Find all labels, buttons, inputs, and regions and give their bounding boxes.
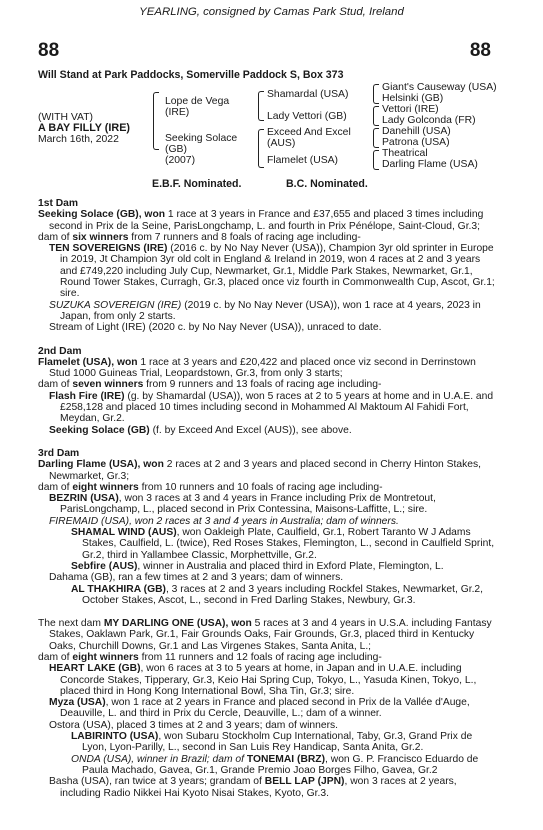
page-header: YEARLING, consigned by Camas Park Stud, Ireland <box>139 6 404 18</box>
brace-g2 <box>373 106 379 126</box>
list-item: Myza (USA), won 1 race at 2 years in France and placed second in Prix de la Vallée d'Auge, Deauville, L. and third in Prix du Cercle, Deauville, L.; dam of a winner. <box>49 697 470 720</box>
list-item: LABIRINTO (USA), won Subaru Stockholm Cup International, Taby, Gr.3, Grand Prix de Lyon, Lyon-Parilly, L., second in San Luis Rey Handicap, Santa Anita, Gr.2. <box>71 731 473 754</box>
granddam-1-country: (AUS) <box>267 138 296 149</box>
dam-year: (2007) <box>165 155 196 166</box>
bc-nomination: B.C. Nominated. <box>286 178 368 190</box>
brace-sire-dam <box>153 92 159 150</box>
grandsire-2: Lady Vettori (GB) <box>267 111 347 122</box>
list-item: AL THAKHIRA (GB), 3 races at 2 and 3 years including Rockfel Stakes, Newmarket, Gr.2, October Stakes, Ascot, L., second in Fred Darling Stakes, Newbury, Gr.3. <box>71 583 484 606</box>
sire-country: (IRE) <box>165 107 190 118</box>
great-granddam-3: Patrona (USA) <box>382 137 450 148</box>
next-dam-record: The next dam MY DARLING ONE (USA), won 5 races at 3 and 4 years in U.S.A. including Fantasy Stakes, Oaklawn Park, Gr.1, Fair Grounds Oaks, Fair Grounds, Gr.3, placed third in Kentucky Oaks, Churchill Downs, Gr.1 and Las Virgenes Stakes, Santa Anita, L.; <box>38 618 492 652</box>
first-dam-produce: dam of six winners from 7 runners and 8 foals of racing age including- <box>38 231 361 243</box>
lot-number-left: 88 <box>38 40 60 61</box>
list-item: FIREMAID (USA), won 2 races at 3 and 4 years in Australia; dam of winners. <box>49 515 399 527</box>
list-item: SHAMAL WIND (AUS), won Oakleigh Plate, Caulfield, Gr.1, Robert Taranto W J Adams Stakes, Caulfield, L. (twice), Red Roses Stakes, Flemington, L., second in Caulfield Sprint, Gr.2, third in Yallambee Classic, Morphettville, Gr.2. <box>71 527 495 561</box>
first-dam-heading: 1st Dam <box>38 198 79 209</box>
second-dam-record: Flamelet (USA), won 1 race at 3 years and £20,422 and placed once viz second in Derrinstown Stud 1000 Guineas Trial, Leopardstown, Gr.3, from only 3 starts; <box>38 356 476 380</box>
list-item: Flash Fire (IRE) (g. by Shamardal (USA)), won 5 races at 2 to 5 years at home and in U.A.E. and £258,128 and placed 10 times including second in Mohammed Al Maktoum Al Fahidi Fort, Meydan, Gr.2. <box>49 390 494 425</box>
foaling-date: March 16th, 2022 <box>38 134 119 145</box>
pedigree-table <box>0 0 543 200</box>
list-item: ONDA (USA), winner in Brazil; dam of TONEMAI (BRZ), won G. P. Francisco Eduardo de Paula Machado, Gavea, Gr.1, Grande Premio Joao Borges Filho, Gavea, Gr.2 <box>71 753 479 776</box>
third-dam-heading: 3rd Dam <box>38 447 80 459</box>
list-item: Dahama (GB), ran a few times at 2 and 3 years; dam of winners. <box>49 572 344 584</box>
great-granddam-4: Darling Flame (USA) <box>382 159 478 170</box>
dam-country: (GB) <box>165 144 187 155</box>
list-item: Seeking Solace (GB) (f. by Exceed And Excel (AUS)), see above. <box>49 424 352 436</box>
list-item: Stream of Light (IRE) (2020 c. by No Nay Never (USA)), unraced to date. <box>49 322 382 334</box>
brace-g4 <box>373 150 379 170</box>
great-grandsire-3: Danehill (USA) <box>382 126 451 137</box>
list-item: HEART LAKE (GB), won 6 races at 3 to 5 years at home, in Japan and in U.A.E. including Concorde Stakes, Tipperary, Gr.3, Keio Hai Spring Cup, Tokyo, L., Yasuda Kinen, Tokyo, L., placed third in Hong Kong International Bowl, Sha Tin, Gr.3; sire. <box>49 663 477 697</box>
great-grandsire-1: Giant's Causeway (USA) <box>382 82 497 93</box>
list-item: Basha (USA), ran twice at 3 years; grandam of BELL LAP (JPN), won 3 races at 2 years, including Radio Nikkei Hai Kyoto Nisai Stakes, Kyoto, Gr.3. <box>49 776 457 799</box>
list-item: Sebfire (AUS), winner in Australia and placed third in Exford Plate, Flemington, L. <box>71 560 444 572</box>
ebf-nomination: E.B.F. Nominated. <box>152 178 242 190</box>
list-item: TEN SOVEREIGNS (IRE) (2016 c. by No Nay Never (USA)), Champion 3yr old sprinter in Europe in 2019, Jt Champion 3yr old colt in England & Ireland in 2019, won 4 races at 2 and 3 years and £749,220 including July Cup, Newmarket, Gr.1, Middle Park Stakes, Newmarket, Gr.1, Round Tower Stakes, Curragh, Gr.3, placed once viz fourth in Commonwealth Cup, Ascot, Gr.1; sire. <box>49 243 495 300</box>
great-grandsire-4: Theatrical <box>382 148 428 159</box>
brace-g3 <box>373 128 379 148</box>
great-granddam-2: Lady Golconda (FR) <box>382 115 476 126</box>
brace-dam-parents <box>258 129 264 168</box>
brace-sire-parents <box>258 91 264 121</box>
dam-name: Seeking Solace <box>165 133 238 144</box>
third-dam-record: Darling Flame (USA), won 2 races at 2 and 3 years and placed second in Cherry Hinton Stakes, Newmarket, Gr.3; <box>38 459 481 482</box>
first-dam-record: Seeking Solace (GB), won 1 race at 3 years in France and £37,655 and placed 3 times including second in Prix de la Seine, ParisLongchamp, L. and fourth in Prix Pénélope, Saint-Cloud, Gr.3; <box>38 209 484 232</box>
brace-g1 <box>373 84 379 104</box>
second-dam-produce: dam of seven winners from 9 runners and 13 foals of racing age including- <box>38 379 382 391</box>
granddam-1: Exceed And Excel <box>267 127 351 138</box>
next-dam-produce: dam of eight winners from 11 runners and 12 foals of racing age including- <box>38 651 382 663</box>
great-grandsire-2: Vettori (IRE) <box>382 104 439 115</box>
catalogue-body <box>38 198 497 799</box>
list-item: BEZRIN (USA), won 3 races at 3 and 4 years in France including Prix de Montretout, ParisLongchamp, L., placed second in Prix Contessina, Maisons-Laffitte, L.; sire. <box>49 493 436 516</box>
second-dam-heading: 2nd Dam <box>38 345 82 357</box>
vat-label: (WITH VAT) <box>38 112 94 123</box>
third-dam-produce: dam of eight winners from 10 runners and 10 foals of racing age including- <box>38 481 383 493</box>
stand-location: Will Stand at Park Paddocks, Somerville Paddock S, Box 373 <box>38 69 344 81</box>
horse-name: A BAY FILLY (IRE) <box>38 122 130 134</box>
list-item: Ostora (USA), placed 3 times at 2 and 3 years; dam of winners. <box>49 719 339 731</box>
sire-name: Lope de Vega <box>165 96 230 107</box>
grandsire-1: Shamardal (USA) <box>267 89 349 100</box>
granddam-2: Flamelet (USA) <box>267 155 339 166</box>
list-item: SUZUKA SOVEREIGN (IRE) (2019 c. by No Nay Never (USA)), won 1 race at 4 years, 2023 in Japan, from only 2 starts. <box>49 299 481 322</box>
lot-number-right: 88 <box>469 40 491 61</box>
great-granddam-1: Helsinki (GB) <box>382 93 444 104</box>
